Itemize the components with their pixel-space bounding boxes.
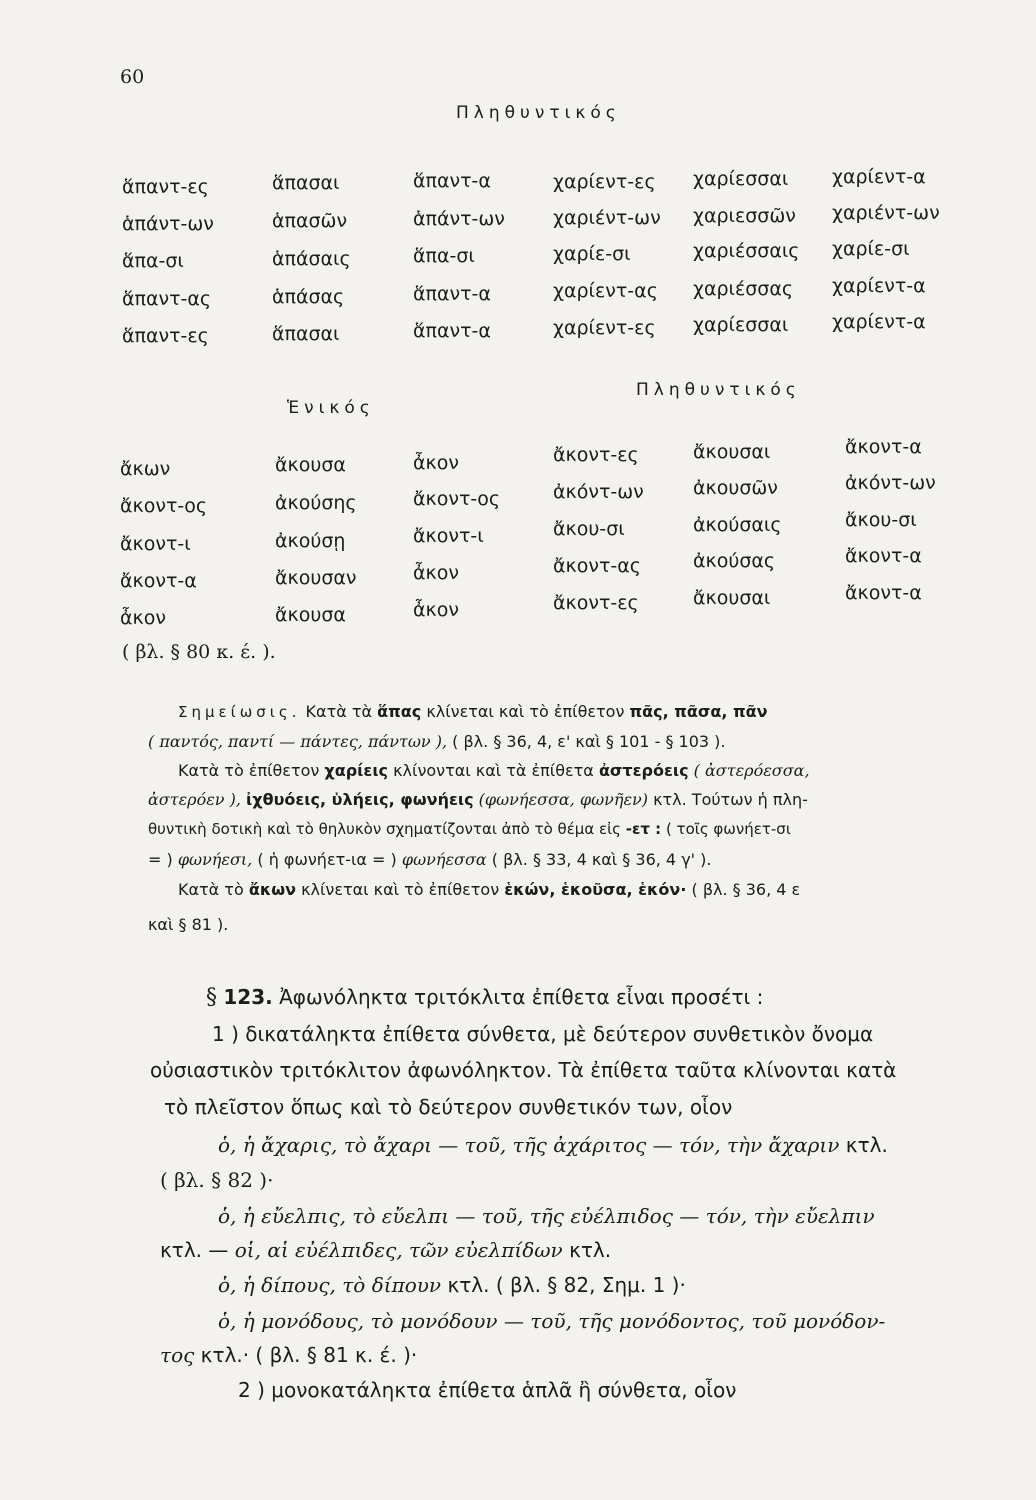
table2-cell: ἄκοντ-ι bbox=[413, 525, 484, 547]
table1-cell: ἅπασαι bbox=[272, 323, 340, 345]
table1-cell: ἅπαντ-α bbox=[413, 283, 491, 305]
note-text: ( βλ. § 36, 4 ε bbox=[691, 880, 801, 899]
note-italic: ( ἀστερόεσσα, bbox=[693, 761, 810, 780]
table1-cell: ἅπα-σι bbox=[122, 250, 184, 272]
table1-cell: χαρίεντ-ες bbox=[553, 317, 656, 339]
note-text: ( βλ. § 33, 4 καὶ § 36, 4 γ' ). bbox=[491, 850, 712, 869]
note-text: κλίνονται καὶ τὰ ἐπίθετα bbox=[393, 761, 594, 780]
example-text: κτλ. bbox=[569, 1238, 612, 1262]
note-text: = ) bbox=[148, 850, 173, 869]
table2-cell: ἄκουσαι bbox=[693, 441, 771, 463]
note-italic: (φωνήεσσα, φωνῆεν) bbox=[478, 790, 648, 809]
table1-cell: ἁπασῶν bbox=[272, 210, 348, 232]
table2-cell: ἄκοντ-α bbox=[845, 582, 922, 604]
table2-cell: ἆκον bbox=[413, 452, 459, 474]
paragraph-line: 2 ) μονοκατάληκτα ἐπίθετα ἁπλᾶ ἢ σύνθετα, οἷον bbox=[238, 1378, 737, 1402]
table2-cell: ἄκουσα bbox=[275, 454, 346, 476]
table1-cell: ἁπάντ-ων bbox=[413, 208, 505, 230]
table2-cell: ἀκούσης bbox=[275, 492, 357, 514]
section-sign: § bbox=[206, 985, 217, 1010]
table1-cell: ἅπα-σι bbox=[413, 245, 475, 267]
table2-cell: ἄκοντ-ι bbox=[120, 533, 191, 555]
table1-cell: χαρίεσσαι bbox=[693, 168, 789, 190]
table2-cell: ἀκούσῃ bbox=[275, 530, 346, 552]
table1-cell: ἁπάντ-ων bbox=[122, 213, 214, 235]
table1-cell: χαρίεντ-ας bbox=[553, 280, 658, 302]
table2-cell: ἄκου-σι bbox=[845, 509, 917, 531]
table1-cell: χαρίεντ-α bbox=[832, 311, 926, 333]
note-text: κλίνεται καὶ τὸ ἐπίθετον bbox=[301, 880, 500, 899]
example-text: κτλ. — bbox=[160, 1238, 229, 1262]
note-bold: ἑκών, ἑκοῦσα, ἑκόν· bbox=[504, 880, 687, 899]
table2-cell: ἄκουσαν bbox=[275, 567, 357, 589]
table1-cell: ἅπασαι bbox=[272, 172, 340, 194]
note-line bbox=[148, 790, 808, 809]
note-text: ( ἡ φωνήετ-ια = ) bbox=[257, 850, 397, 869]
example-line: ὁ, ἡ εὔελπις, τὸ εὔελπι — τοῦ, τῆς εὐέλπιδος — τόν, τὴν εὔελπιν bbox=[218, 1204, 875, 1228]
table1-heading: Πληθυντικός bbox=[456, 103, 621, 123]
note-line bbox=[148, 732, 726, 751]
note-italic: φωνήεσι, bbox=[177, 850, 253, 869]
page-number: 60 bbox=[120, 66, 145, 88]
table1-cell: χαρίεντ-α bbox=[832, 166, 926, 188]
section-number: 123. bbox=[223, 985, 273, 1009]
note-italic: ( παντός, παντί — πάντες, πάντων ), bbox=[148, 732, 448, 751]
note-line bbox=[178, 761, 810, 780]
example-text: κτλ. bbox=[845, 1133, 888, 1157]
example-italic: οἱ, αἱ εὐέλπιδες, τῶν εὐελπίδων bbox=[234, 1238, 563, 1262]
table2-cell: ἄκοντ-α bbox=[845, 436, 922, 458]
note-bold: ἄκων bbox=[248, 880, 296, 899]
table1-cell: χαρίε-σι bbox=[832, 238, 910, 260]
note-italic: φωνήεσσα bbox=[401, 850, 487, 869]
table2-heading-plural: Πληθυντικός bbox=[636, 380, 801, 400]
example-italic: ὁ, ἡ δίπους, τὸ δίπουν bbox=[218, 1273, 442, 1297]
table2-cell: ἀκόντ-ων bbox=[845, 472, 936, 494]
table2-cell: ἀκούσαις bbox=[693, 514, 782, 536]
table1-cell: χαριέντ-ων bbox=[553, 207, 661, 229]
note-bold: ἅπας bbox=[377, 702, 422, 721]
table1-cell: ἅπαντ-α bbox=[413, 320, 491, 342]
example-italic: τος bbox=[160, 1343, 195, 1367]
table2-cell: ἆκον bbox=[120, 607, 166, 629]
example-italic: ὁ, ἡ ἄχαρις, τὸ ἄχαρι — τοῦ, τῆς ἀχάριτος — τόν, τὴν ἄχαριν bbox=[218, 1133, 840, 1157]
section-heading bbox=[206, 985, 763, 1010]
note-text: ( βλ. § 36, 4, ε' καὶ § 101 - § 103 ). bbox=[452, 732, 726, 751]
note-italic: ἀστερόεν ), bbox=[148, 790, 241, 809]
table2-cell: ἄκοντ-α bbox=[120, 570, 197, 592]
table1-cell: ἅπαντ-ας bbox=[122, 288, 212, 310]
note-label: Σημείωσις. bbox=[178, 703, 301, 721]
table2-cell: ἄκουσα bbox=[275, 604, 346, 626]
table2-cell: ἀκούσας bbox=[693, 550, 776, 572]
table1-cell: ἁπάσας bbox=[272, 286, 345, 308]
note-text: Κατὰ τὰ bbox=[305, 702, 373, 721]
note-bold: πᾶς, πᾶσα, πᾶν bbox=[629, 702, 768, 721]
example-line bbox=[218, 1133, 888, 1157]
note-text: κλίνεται καὶ τὸ ἐπίθετον bbox=[426, 702, 625, 721]
table2-cell: ἆκον bbox=[413, 599, 459, 621]
note-text: Κατὰ τὸ bbox=[178, 880, 244, 899]
table2-cell: ἄκοντ-ος bbox=[120, 495, 208, 517]
note-bold: ἀστερόεις bbox=[598, 761, 689, 780]
table2-cell: ἀκόντ-ων bbox=[553, 481, 644, 503]
table2-cell: ἄκοντ-ος bbox=[413, 488, 501, 510]
table1-cell: χαριέσσαις bbox=[693, 240, 800, 262]
table2-cell: ἀκουσῶν bbox=[693, 477, 778, 499]
table2-cell: ἄκοντ-α bbox=[845, 545, 922, 567]
table2-reference: ( βλ. § 80 κ. έ. ). bbox=[122, 641, 276, 663]
note-bold: -ετ : bbox=[625, 820, 662, 838]
note-text: Κατὰ τὸ ἐπίθετον bbox=[178, 761, 320, 780]
note-line bbox=[178, 880, 800, 899]
note-line bbox=[148, 820, 791, 838]
table1-cell: ἅπαντ-ες bbox=[122, 176, 209, 198]
table2-cell: ἄκοντ-ες bbox=[553, 592, 639, 614]
table2-cell: ἆκον bbox=[413, 562, 459, 584]
table1-cell: χαρίεντ-ες bbox=[553, 171, 656, 193]
note-bold: χαρίεις bbox=[324, 761, 389, 780]
note-text: ( τοῖς φωνήετ-σι bbox=[665, 820, 791, 838]
table1-cell: χαριεσσῶν bbox=[693, 205, 796, 227]
table1-cell: χαρίε-σι bbox=[553, 243, 631, 265]
table2-cell: ἄκου-σι bbox=[553, 518, 625, 540]
table1-cell: χαριέντ-ων bbox=[832, 202, 940, 224]
note-line: καὶ § 81 ). bbox=[148, 915, 229, 934]
example-reference: ( βλ. § 82 )· bbox=[160, 1168, 274, 1192]
table1-cell: ἁπάσαις bbox=[272, 248, 351, 270]
section-title: Ἀφωνόληκτα τριτόκλιτα ἐπίθετα εἶναι προσέτι : bbox=[279, 985, 764, 1009]
example-text: κτλ. ( βλ. § 82, Σημ. 1 )· bbox=[447, 1273, 686, 1297]
note-line bbox=[178, 702, 768, 721]
table1-cell: χαρίεσσαι bbox=[693, 314, 789, 336]
table2-cell: ἄκων bbox=[120, 458, 171, 480]
table2-cell: ἄκουσαι bbox=[693, 587, 771, 609]
table1-cell: χαρίεντ-α bbox=[832, 275, 926, 297]
table2-cell: ἄκοντ-ας bbox=[553, 555, 641, 577]
note-text: θυντικὴ δοτικὴ καὶ τὸ θηλυκὸν σχηματίζονται ἀπὸ τὸ θέμα εἰς bbox=[148, 820, 621, 838]
paragraph-line: τὸ πλεῖστον ὅπως καὶ τὸ δεύτερον συνθετικόν των, οἷον bbox=[164, 1095, 733, 1119]
table2-cell: ἄκοντ-ες bbox=[553, 444, 639, 466]
note-text: κτλ. Τούτων ἡ πλη- bbox=[653, 790, 808, 809]
example-text: κτλ.· ( βλ. § 81 κ. έ. )· bbox=[200, 1343, 418, 1367]
note-bold: ἰχθυόεις, ὑλήεις, φωνήεις bbox=[246, 790, 474, 809]
paragraph-line: 1 ) δικατάληκτα ἐπίθετα σύνθετα, μὲ δεύτερον συνθετικὸν ὄνομα bbox=[212, 1022, 874, 1046]
example-line bbox=[160, 1238, 611, 1262]
example-line: ὁ, ἡ μονόδους, τὸ μονόδουν — τοῦ, τῆς μονόδοντος, τοῦ μονόδον- bbox=[218, 1309, 886, 1333]
example-line bbox=[160, 1343, 417, 1367]
table2-heading-singular: Ἑνικός bbox=[287, 398, 375, 418]
paragraph-line: οὐσιαστικὸν τριτόκλιτον ἀφωνόληκτον. Τὰ ἐπίθετα ταῦτα κλίνονται κατὰ bbox=[150, 1058, 897, 1082]
table1-cell: ἅπαντ-α bbox=[413, 170, 491, 192]
example-line bbox=[218, 1273, 686, 1297]
table1-cell: ἅπαντ-ες bbox=[122, 325, 209, 347]
note-line bbox=[148, 850, 711, 869]
table1-cell: χαριέσσας bbox=[693, 278, 794, 300]
